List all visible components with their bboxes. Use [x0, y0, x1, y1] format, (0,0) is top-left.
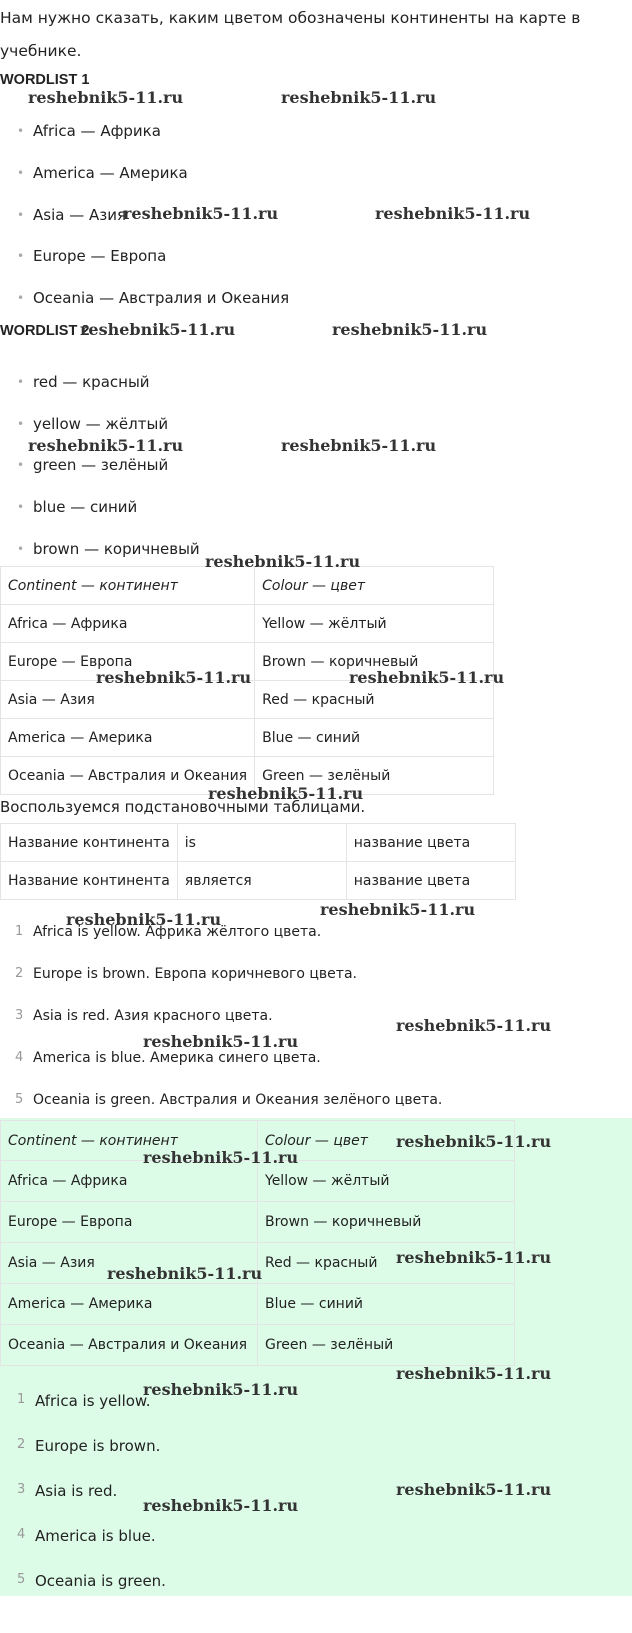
- list-text: Europe is brown. Европа коричневого цвета.: [33, 966, 357, 982]
- table-cell: Yellow — жёлтый: [255, 605, 494, 643]
- watermark: reshebnik5-11.ru: [349, 668, 505, 687]
- list-number: 2: [17, 1437, 26, 1452]
- table-row: [1, 824, 516, 862]
- table-cell: Europe — Европа: [1, 643, 255, 681]
- list-item: [17, 1482, 118, 1500]
- list-number: 5: [17, 1572, 26, 1587]
- list-number: 3: [15, 1008, 24, 1023]
- watermark: reshebnik5-11.ru: [396, 1016, 552, 1035]
- table-row: [1, 1202, 515, 1243]
- table-cell: Red — красный: [258, 1243, 515, 1284]
- substitution-table: [0, 823, 516, 900]
- watermark: reshebnik5-11.ru: [143, 1032, 299, 1051]
- watermark: reshebnik5-11.ru: [281, 88, 437, 107]
- wordlist1-item: • America — Америка: [33, 163, 188, 183]
- watermark: reshebnik5-11.ru: [320, 900, 476, 919]
- intro-paragraph: Нам нужно сказать, каким цветом обозначены континенты на карте в учебнике.: [0, 9, 581, 60]
- table-cell: является: [177, 862, 346, 900]
- list-text: Africa is yellow.: [35, 1392, 151, 1410]
- table-cell: Oceania — Австралия и Океания: [1, 757, 255, 795]
- list-text: Asia is red. Азия красного цвета.: [33, 1008, 273, 1024]
- wordlist2-item: • yellow — жёлтый: [33, 414, 168, 434]
- table-cell: название цвета: [346, 824, 515, 862]
- list-item: [17, 1572, 166, 1590]
- wordlist2-title: WORDLIST 2: [0, 323, 90, 339]
- list-item: [15, 1092, 443, 1108]
- list-number: 2: [15, 966, 24, 981]
- watermark: reshebnik5-11.ru: [375, 204, 531, 223]
- table-row: [1, 1325, 515, 1366]
- table-cell: название цвета: [346, 862, 515, 900]
- wordlist1-item: • Europe — Европа: [33, 246, 166, 266]
- table-cell: Brown — коричневый: [258, 1202, 515, 1243]
- wordlist2-item: • green — зелёный: [33, 455, 168, 475]
- watermark: reshebnik5-11.ru: [96, 668, 252, 687]
- watermark: reshebnik5-11.ru: [143, 1148, 299, 1167]
- table-cell: Red — красный: [255, 681, 494, 719]
- table-cell: Название континента: [1, 824, 178, 862]
- watermark: reshebnik5-11.ru: [396, 1364, 552, 1383]
- table-header-cell: Colour — цвет: [258, 1121, 515, 1161]
- list-number: 1: [17, 1392, 26, 1407]
- watermark: reshebnik5-11.ru: [396, 1480, 552, 1499]
- watermark: reshebnik5-11.ru: [281, 436, 437, 455]
- wordlist1-item: • Asia — Азия: [33, 205, 126, 225]
- watermark: reshebnik5-11.ru: [208, 784, 364, 803]
- list-item: [15, 966, 357, 982]
- table-header-cell: Continent — континент: [1, 567, 255, 605]
- table-cell: Oceania — Австралия и Океания: [1, 1325, 258, 1366]
- list-text: America is blue.: [35, 1527, 156, 1545]
- table-cell: Brown — коричневый: [255, 643, 494, 681]
- table-cell: Africa — Африка: [1, 605, 255, 643]
- watermark: reshebnik5-11.ru: [396, 1132, 552, 1151]
- wordlist2-item: • brown — коричневый: [33, 539, 200, 559]
- watermark: reshebnik5-11.ru: [205, 552, 361, 571]
- list-item: [15, 1008, 273, 1024]
- table-cell: Asia — Азия: [1, 681, 255, 719]
- table-cell: Название континента: [1, 862, 178, 900]
- table-cell: Africa — Африка: [1, 1161, 258, 1202]
- list-item: [17, 1392, 151, 1410]
- list-item: [15, 1050, 321, 1066]
- table-cell: is: [177, 824, 346, 862]
- watermark: reshebnik5-11.ru: [28, 88, 184, 107]
- list-text: Oceania is green. Австралия и Океания зелёного цвета.: [33, 1092, 443, 1108]
- watermark: reshebnik5-11.ru: [28, 436, 184, 455]
- table-cell: Green — зелёный: [258, 1325, 515, 1366]
- list-number: 4: [15, 1050, 24, 1065]
- watermark: reshebnik5-11.ru: [143, 1496, 299, 1515]
- table-header-cell: Colour — цвет: [255, 567, 494, 605]
- table-cell: Yellow — жёлтый: [258, 1161, 515, 1202]
- list-number: 1: [15, 924, 24, 939]
- watermark: reshebnik5-11.ru: [80, 320, 236, 339]
- table-row: [1, 862, 516, 900]
- wordlist1-item: • Oceania — Австралия и Океания: [33, 288, 289, 308]
- list-number: 5: [15, 1092, 24, 1107]
- table-row: [1, 1284, 515, 1325]
- watermark: reshebnik5-11.ru: [332, 320, 488, 339]
- table-cell: Green — зелёный: [255, 757, 494, 795]
- table-header-row: [1, 567, 494, 605]
- table-row: [1, 605, 494, 643]
- table-row: [1, 719, 494, 757]
- list-item: [17, 1527, 156, 1545]
- list-text: America is blue. Америка синего цвета.: [33, 1050, 321, 1066]
- watermark: reshebnik5-11.ru: [143, 1380, 299, 1399]
- list-text: Africa is yellow. Африка жёлтого цвета.: [33, 924, 322, 940]
- table-cell: Blue — синий: [258, 1284, 515, 1325]
- list-item: [17, 1437, 161, 1455]
- table-header-cell: Continent — континент: [1, 1121, 258, 1161]
- wordlist1-item: • Africa — Африка: [33, 121, 161, 141]
- wordlist2-item: • blue — синий: [33, 497, 137, 517]
- list-text: Oceania is green.: [35, 1572, 166, 1590]
- watermark: reshebnik5-11.ru: [123, 204, 279, 223]
- list-text: Europe is brown.: [35, 1437, 161, 1455]
- table-cell: Europe — Европа: [1, 1202, 258, 1243]
- wordlist1-title: WORDLIST 1: [0, 72, 90, 88]
- watermark: reshebnik5-11.ru: [66, 910, 222, 929]
- substitution-intro: Воспользуемся подстановочными таблицами.: [0, 798, 366, 816]
- list-text: Asia is red.: [35, 1482, 118, 1500]
- table-cell: Asia — Азия: [1, 1243, 258, 1284]
- table-cell: Blue — синий: [255, 719, 494, 757]
- wordlist2-item: • red — красный: [33, 372, 150, 392]
- list-number: 3: [17, 1482, 26, 1497]
- watermark: reshebnik5-11.ru: [396, 1248, 552, 1267]
- watermark: reshebnik5-11.ru: [107, 1264, 263, 1283]
- list-number: 4: [17, 1527, 26, 1542]
- table-cell: America — Америка: [1, 1284, 258, 1325]
- table-cell: America — Америка: [1, 719, 255, 757]
